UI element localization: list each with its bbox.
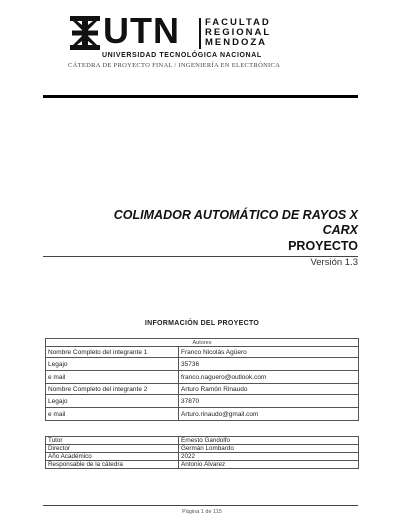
table-row <box>46 408 359 421</box>
row-value: 35736 <box>179 358 359 371</box>
document-version: Versión 1.3 <box>310 257 358 268</box>
table-row <box>46 347 359 358</box>
faculty-line-2: REGIONAL <box>205 27 272 38</box>
table-row <box>46 437 359 445</box>
row-value: Arturo Ramón Rinaudo <box>179 384 359 395</box>
faculty-line-1: FACULTAD <box>205 17 271 28</box>
document-title: COLIMADOR AUTOMÁTICO DE RAYOS X <box>113 208 358 222</box>
table-row <box>46 358 359 371</box>
document-acronym: CARX <box>322 223 358 237</box>
row-value: Germán Lombardo <box>179 445 359 453</box>
row-label: Año Académico <box>46 453 179 461</box>
table-row <box>46 384 359 395</box>
row-label: Tutor <box>46 437 179 445</box>
logo-text: UTN <box>103 10 180 51</box>
faculty-line-3: MENDOZA <box>205 37 268 48</box>
authors-header-row <box>46 339 359 347</box>
row-label: e mail <box>46 408 179 421</box>
page-number: Página 1 de 115 <box>182 509 222 515</box>
row-label: Responsable de la cátedra <box>46 461 179 469</box>
table-row <box>46 445 359 453</box>
table-row <box>46 395 359 408</box>
authors-table <box>45 338 359 421</box>
row-value: franco.naguero@outlook.com <box>179 371 359 384</box>
header-rule <box>43 95 358 98</box>
table-row <box>46 461 359 469</box>
row-value: 37870 <box>179 395 359 408</box>
row-value: 2022 <box>179 453 359 461</box>
row-label: Director <box>46 445 179 453</box>
row-label: Legajo <box>46 358 179 371</box>
catedra-line: CÁTEDRA DE PROYECTO FINAL / INGENIERÍA EN ELECTRÓNICA <box>68 62 281 69</box>
logo-divider <box>199 18 201 49</box>
row-label: e mail <box>46 371 179 384</box>
row-value: Ernesto Gandolfo <box>179 437 359 445</box>
section-heading: INFORMACIÓN DEL PROYECTO <box>144 320 260 327</box>
table-row <box>46 453 359 461</box>
row-label: Nombre Completo del integrante 1 <box>46 347 179 358</box>
row-value: Antonio Álvarez <box>179 461 359 469</box>
university-name: UNIVERSIDAD TECNOLÓGICA NACIONAL <box>102 52 262 59</box>
row-label: Legajo <box>46 395 179 408</box>
row-value: Arturo.rinaudo@gmail.com <box>179 408 359 421</box>
footer-rule <box>43 505 358 506</box>
row-label: Nombre Completo del integrante 2 <box>46 384 179 395</box>
staff-table <box>45 436 359 469</box>
table-row <box>46 371 359 384</box>
row-value: Franco Nicolás Agüero <box>179 347 359 358</box>
utn-logo-icon <box>70 16 100 50</box>
authors-header: Autores <box>46 339 359 347</box>
document-kind: PROYECTO <box>288 239 358 253</box>
